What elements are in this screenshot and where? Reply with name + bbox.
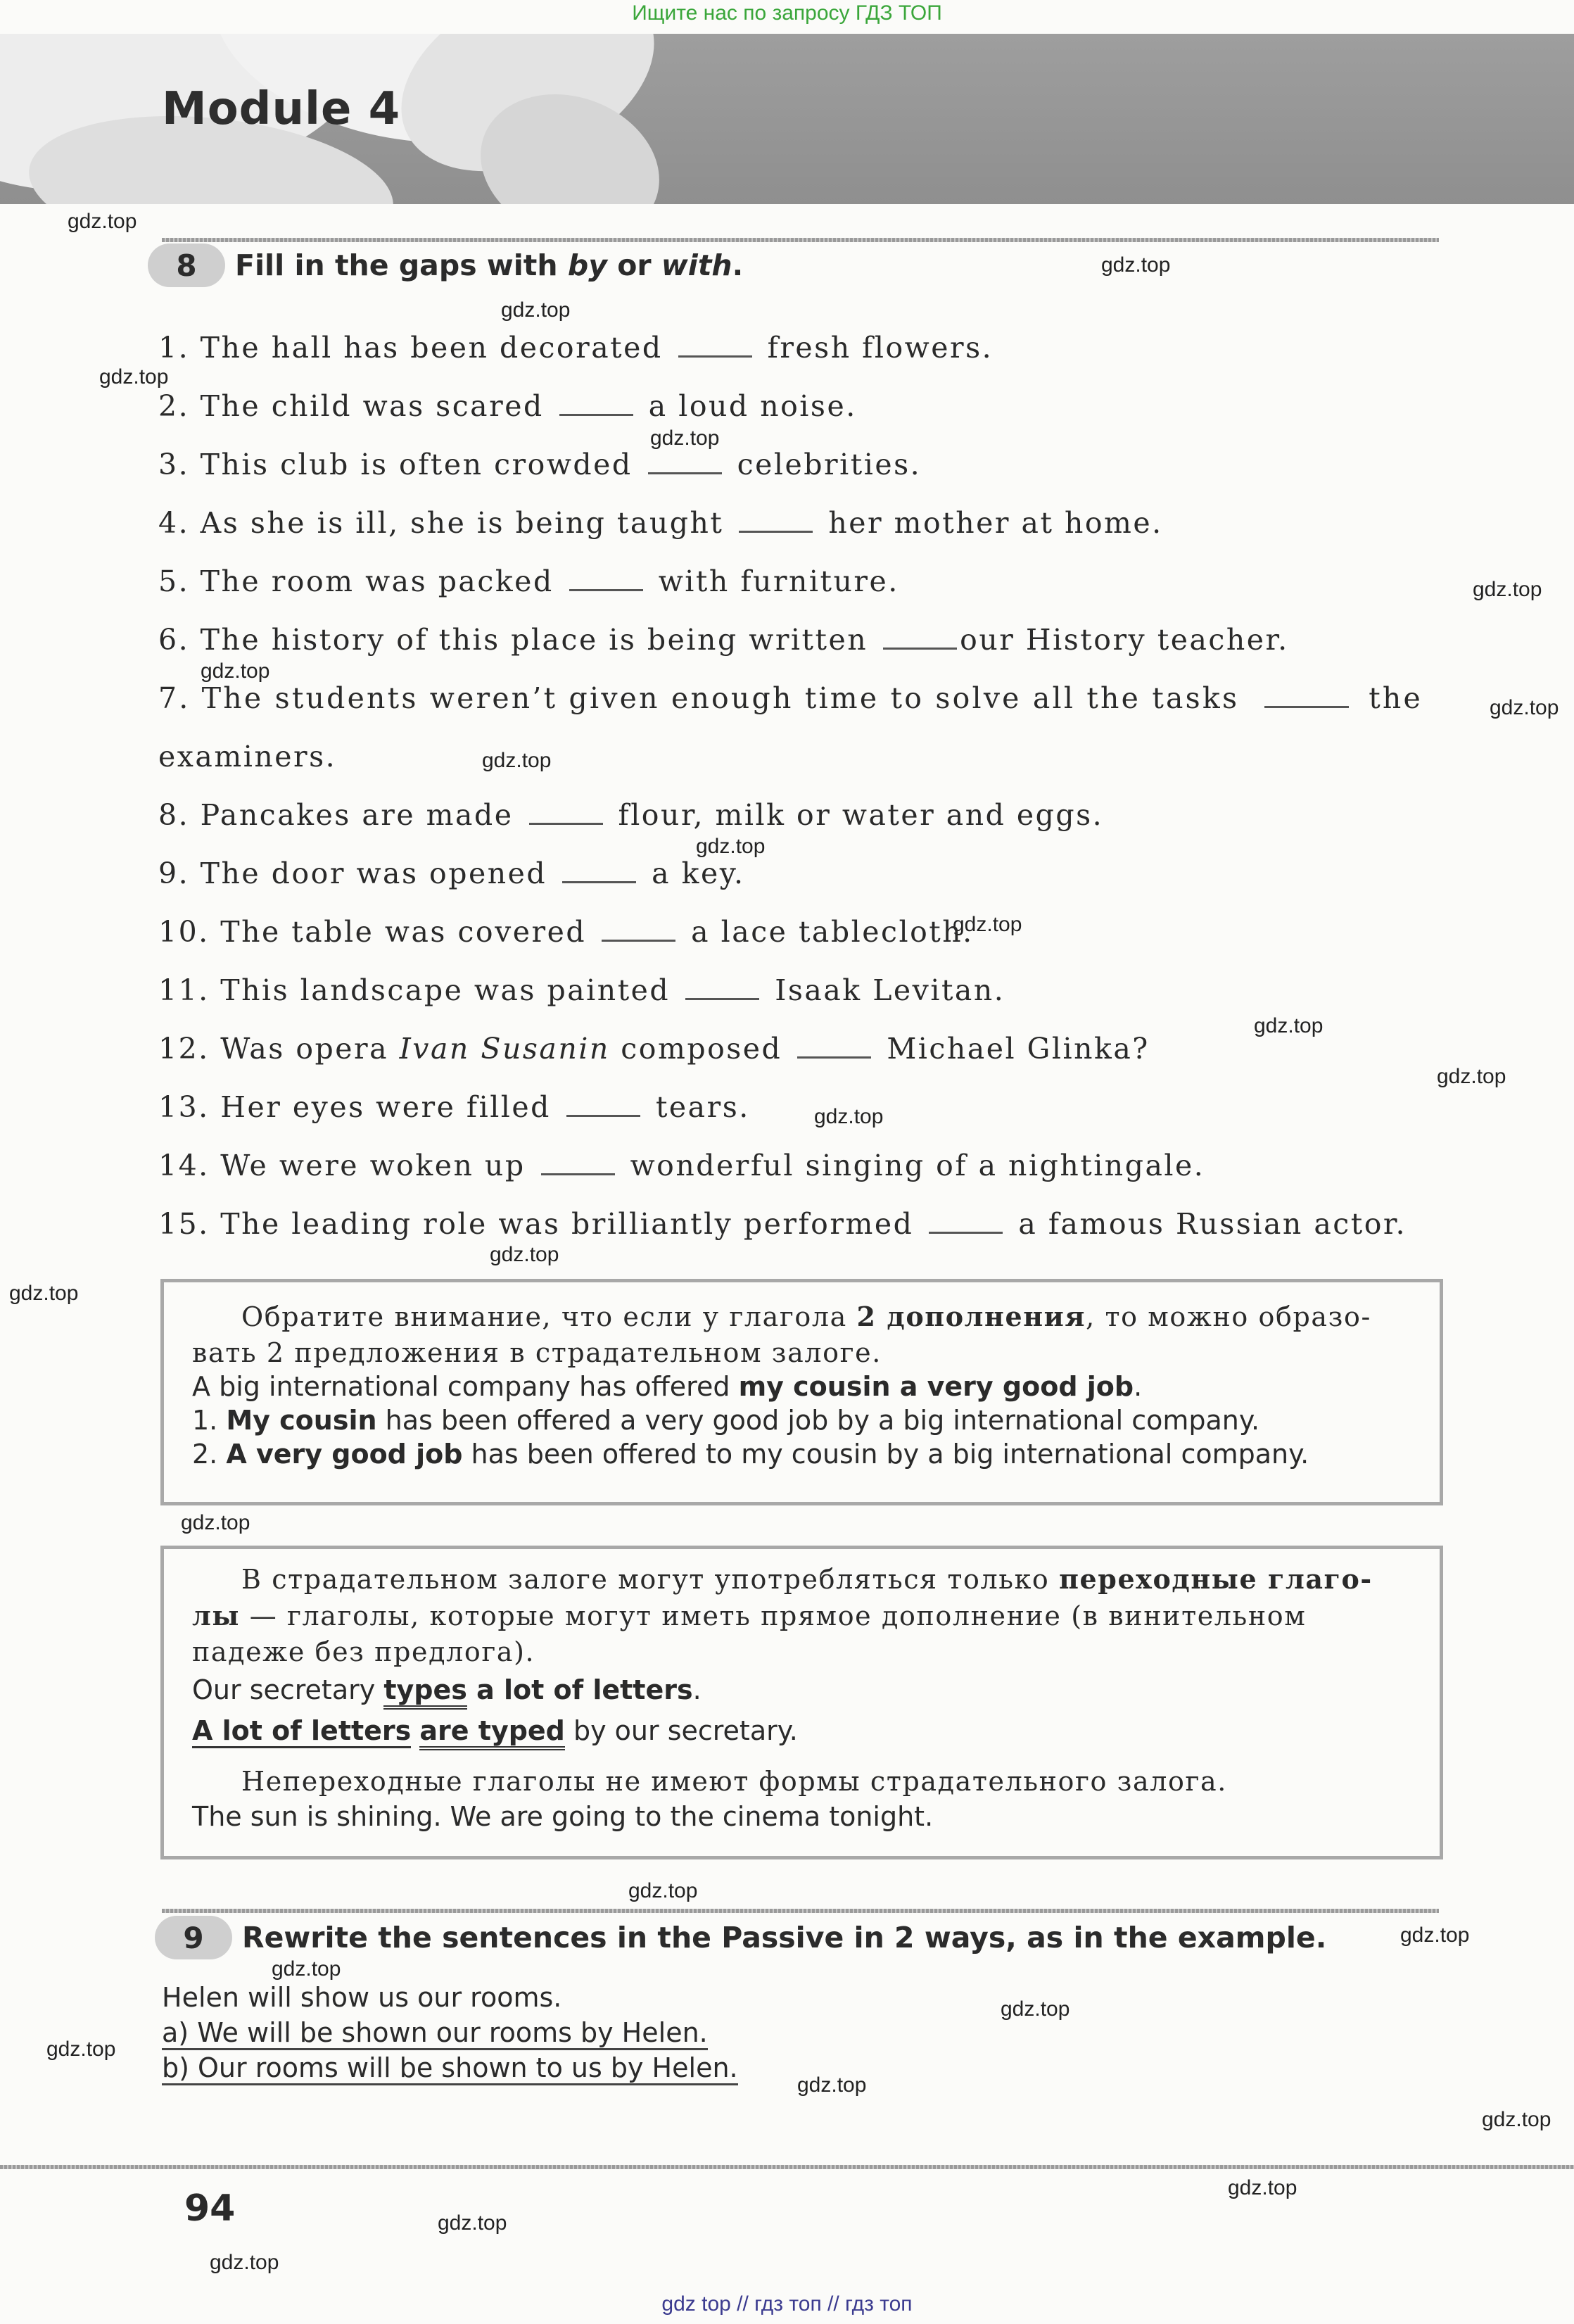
sentence-text: celebrities. <box>737 448 922 481</box>
gap-blank[interactable] <box>529 819 603 825</box>
sentence-text: 14. We were woken up <box>158 1149 526 1182</box>
sentence-text: 7. The students weren’t given enough time to solve all the tasks <box>158 681 1240 715</box>
footer-rule <box>0 2165 1574 2169</box>
watermark: gdz.top <box>201 659 270 683</box>
sentence-text: composed <box>609 1032 782 1066</box>
gap-blank[interactable] <box>559 410 633 416</box>
watermark: gdz.top <box>1490 696 1559 719</box>
watermark: gdz.top <box>490 1243 559 1266</box>
sentence-text: the <box>1369 681 1423 715</box>
sentence-7-continued <box>158 740 336 773</box>
watermark: gdz.top <box>210 2251 279 2274</box>
note-example: The sun is shining. We are going to the cinema tonight. <box>192 1801 934 1832</box>
note-example: Our secretary types a lot of letters. <box>192 1674 702 1705</box>
example-sentence: Helen will show us our rooms. <box>162 1982 562 2013</box>
sentence-text: 1. The hall has been decorated <box>158 331 663 365</box>
gap-blank[interactable] <box>739 526 813 533</box>
sentence-text: 10. The table was covered <box>158 915 587 949</box>
watermark: gdz.top <box>953 913 1022 936</box>
watermark: gdz.top <box>1001 1997 1070 2021</box>
sentence-text: 5. The room was packed <box>158 564 554 598</box>
sentence-text: 15. The leading role was brilliantly performed <box>158 1207 914 1241</box>
example-answer-a: a) We will be shown our rooms by Helen. <box>162 2017 708 2050</box>
sentence-text: 9. The door was opened <box>158 857 547 890</box>
gap-blank[interactable] <box>685 994 759 1000</box>
sentence-text: flour, milk or water and eggs. <box>618 798 1104 832</box>
sentence-text: a loud noise. <box>648 389 857 423</box>
sentence-text: 3. This club is often crowded <box>158 448 633 481</box>
gap-blank[interactable] <box>541 1169 615 1175</box>
instruction-dot: . <box>732 248 744 282</box>
sentence-text: our History teacher. <box>960 623 1289 657</box>
sentence-12 <box>158 1032 1150 1066</box>
gap-blank[interactable] <box>883 643 957 650</box>
sentence-text: a key. <box>652 857 745 890</box>
section-rule <box>162 1909 1439 1913</box>
sentence-text: examiners. <box>158 740 337 773</box>
example-answer-b: b) Our rooms will be shown to us by Helen. <box>162 2052 738 2085</box>
instruction-text: Fill in the gaps with <box>235 248 568 282</box>
section-rule <box>162 238 1439 242</box>
sentence-text: her mother at home. <box>828 506 1163 540</box>
instruction-by: by <box>567 248 607 282</box>
gap-blank[interactable] <box>929 1227 1003 1234</box>
instruction-text: Rewrite the sentences in the Passive in 2 ways, as in the example. <box>242 1921 1327 1954</box>
instruction-with: with <box>661 248 732 282</box>
gap-blank[interactable] <box>797 1052 871 1059</box>
note-line: Обратите внимание, что если у глагола 2 дополнения, то можно образо- <box>241 1301 1371 1332</box>
sentence-text: fresh flowers. <box>767 331 994 365</box>
watermark: gdz.top <box>99 365 169 389</box>
sentence-text: 13. Her eyes were filled <box>158 1090 551 1124</box>
sentence-text: a lace tablecloth. <box>691 915 974 949</box>
sentence-3 <box>158 448 921 481</box>
sentence-2 <box>158 389 857 423</box>
module-title: Module 4 <box>162 83 401 135</box>
watermark: gdz.top <box>650 427 720 450</box>
sentence-text: 4. As she is ill, she is being taught <box>158 506 724 540</box>
note-line: Непереходные глаголы не имеют формы страдательного залога. <box>241 1766 1227 1797</box>
watermark: gdz.top <box>272 1957 341 1981</box>
exercise-number-badge: 9 <box>155 1916 232 1959</box>
watermark: gdz.top <box>797 2073 867 2097</box>
sentence-1 <box>158 331 993 365</box>
gap-blank[interactable] <box>648 468 722 474</box>
grammar-note-two-objects <box>160 1279 1443 1505</box>
watermark: gdz.top <box>438 2211 507 2235</box>
sentence-6 <box>158 623 1289 657</box>
sentence-10 <box>158 915 974 949</box>
watermark: gdz.top <box>46 2038 116 2061</box>
sentence-text: 6. The history of this place is being written <box>158 623 868 657</box>
exercise-number-badge: 8 <box>148 244 225 287</box>
watermark: gdz.top <box>814 1105 884 1128</box>
note-example: A big international company has offered my cousin a very good job. <box>192 1371 1143 1402</box>
footer-link[interactable]: gdz top // гдз топ // гдз топ <box>661 2292 913 2316</box>
top-link[interactable]: Ищите нас по запросу ГДЗ ТОП <box>632 1 942 25</box>
note-example: 2. A very good job has been offered to my cousin by a big international company. <box>192 1439 1309 1470</box>
sentence-8 <box>158 798 1103 832</box>
sentence-text: Michael Glinka? <box>887 1032 1150 1066</box>
watermark: gdz.top <box>1473 578 1542 601</box>
watermark: gdz.top <box>9 1282 79 1305</box>
watermark: gdz.top <box>1482 2108 1551 2131</box>
note-line: В страдательном залоге могут употребляться только переходные глаго- <box>241 1563 1373 1595</box>
opera-title: Ivan Susanin <box>399 1032 610 1066</box>
watermark: gdz.top <box>501 298 571 322</box>
watermark: gdz.top <box>68 210 137 233</box>
sentence-text: wonderful singing of a nightingale. <box>630 1149 1205 1182</box>
watermark: gdz.top <box>1254 1014 1324 1037</box>
note-example: 1. My cousin has been offered a very good job by a big international company. <box>192 1405 1260 1436</box>
instruction-or: or <box>607 248 661 282</box>
page-number: 94 <box>184 2187 236 2230</box>
note-line: падеже без предлога). <box>192 1636 535 1667</box>
sentence-7 <box>158 681 1423 715</box>
gap-blank[interactable] <box>678 351 752 358</box>
watermark: gdz.top <box>1437 1065 1506 1088</box>
watermark: gdz.top <box>181 1511 250 1534</box>
gap-blank[interactable] <box>1264 702 1349 708</box>
sentence-text: 8. Pancakes are made <box>158 798 514 832</box>
sentence-9 <box>158 857 745 890</box>
watermark: gdz.top <box>1228 2176 1297 2199</box>
note-line: вать 2 предложения в страдательном залоге. <box>192 1337 882 1368</box>
watermark: gdz.top <box>696 835 766 858</box>
sentence-13 <box>158 1090 750 1124</box>
watermark: gdz.top <box>628 1879 698 1902</box>
sentence-text: with furniture. <box>658 564 899 598</box>
grammar-note-transitive-verbs <box>160 1546 1443 1859</box>
watermark: gdz.top <box>1400 1924 1470 1947</box>
gap-blank[interactable] <box>569 585 643 591</box>
sentence-text: 2. The child was scared <box>158 389 544 423</box>
sentence-4 <box>158 506 1163 540</box>
sentence-text: Isaak Levitan. <box>775 973 1005 1007</box>
watermark: gdz.top <box>1101 253 1171 277</box>
sentence-text: a famous Russian actor. <box>1018 1207 1407 1241</box>
gap-blank[interactable] <box>562 877 636 883</box>
sentence-text: tears. <box>655 1090 750 1124</box>
watermark: gdz.top <box>482 749 552 772</box>
exercise-9-heading <box>155 1916 1326 1959</box>
note-example: A lot of letters are typed by our secretary. <box>192 1715 798 1746</box>
gap-blank[interactable] <box>566 1111 640 1117</box>
sentence-14 <box>158 1149 1205 1182</box>
exercise-8-heading <box>148 244 743 287</box>
sentence-15 <box>158 1207 1407 1241</box>
gap-blank[interactable] <box>602 935 675 942</box>
sentence-11 <box>158 973 1005 1007</box>
sentence-text: 11. This landscape was painted <box>158 973 671 1007</box>
note-line: лы — глаголы, которые могут иметь прямое дополнение (в винительном <box>192 1600 1307 1631</box>
sentence-5 <box>158 564 899 598</box>
sentence-text: 12. Was opera <box>158 1032 400 1066</box>
